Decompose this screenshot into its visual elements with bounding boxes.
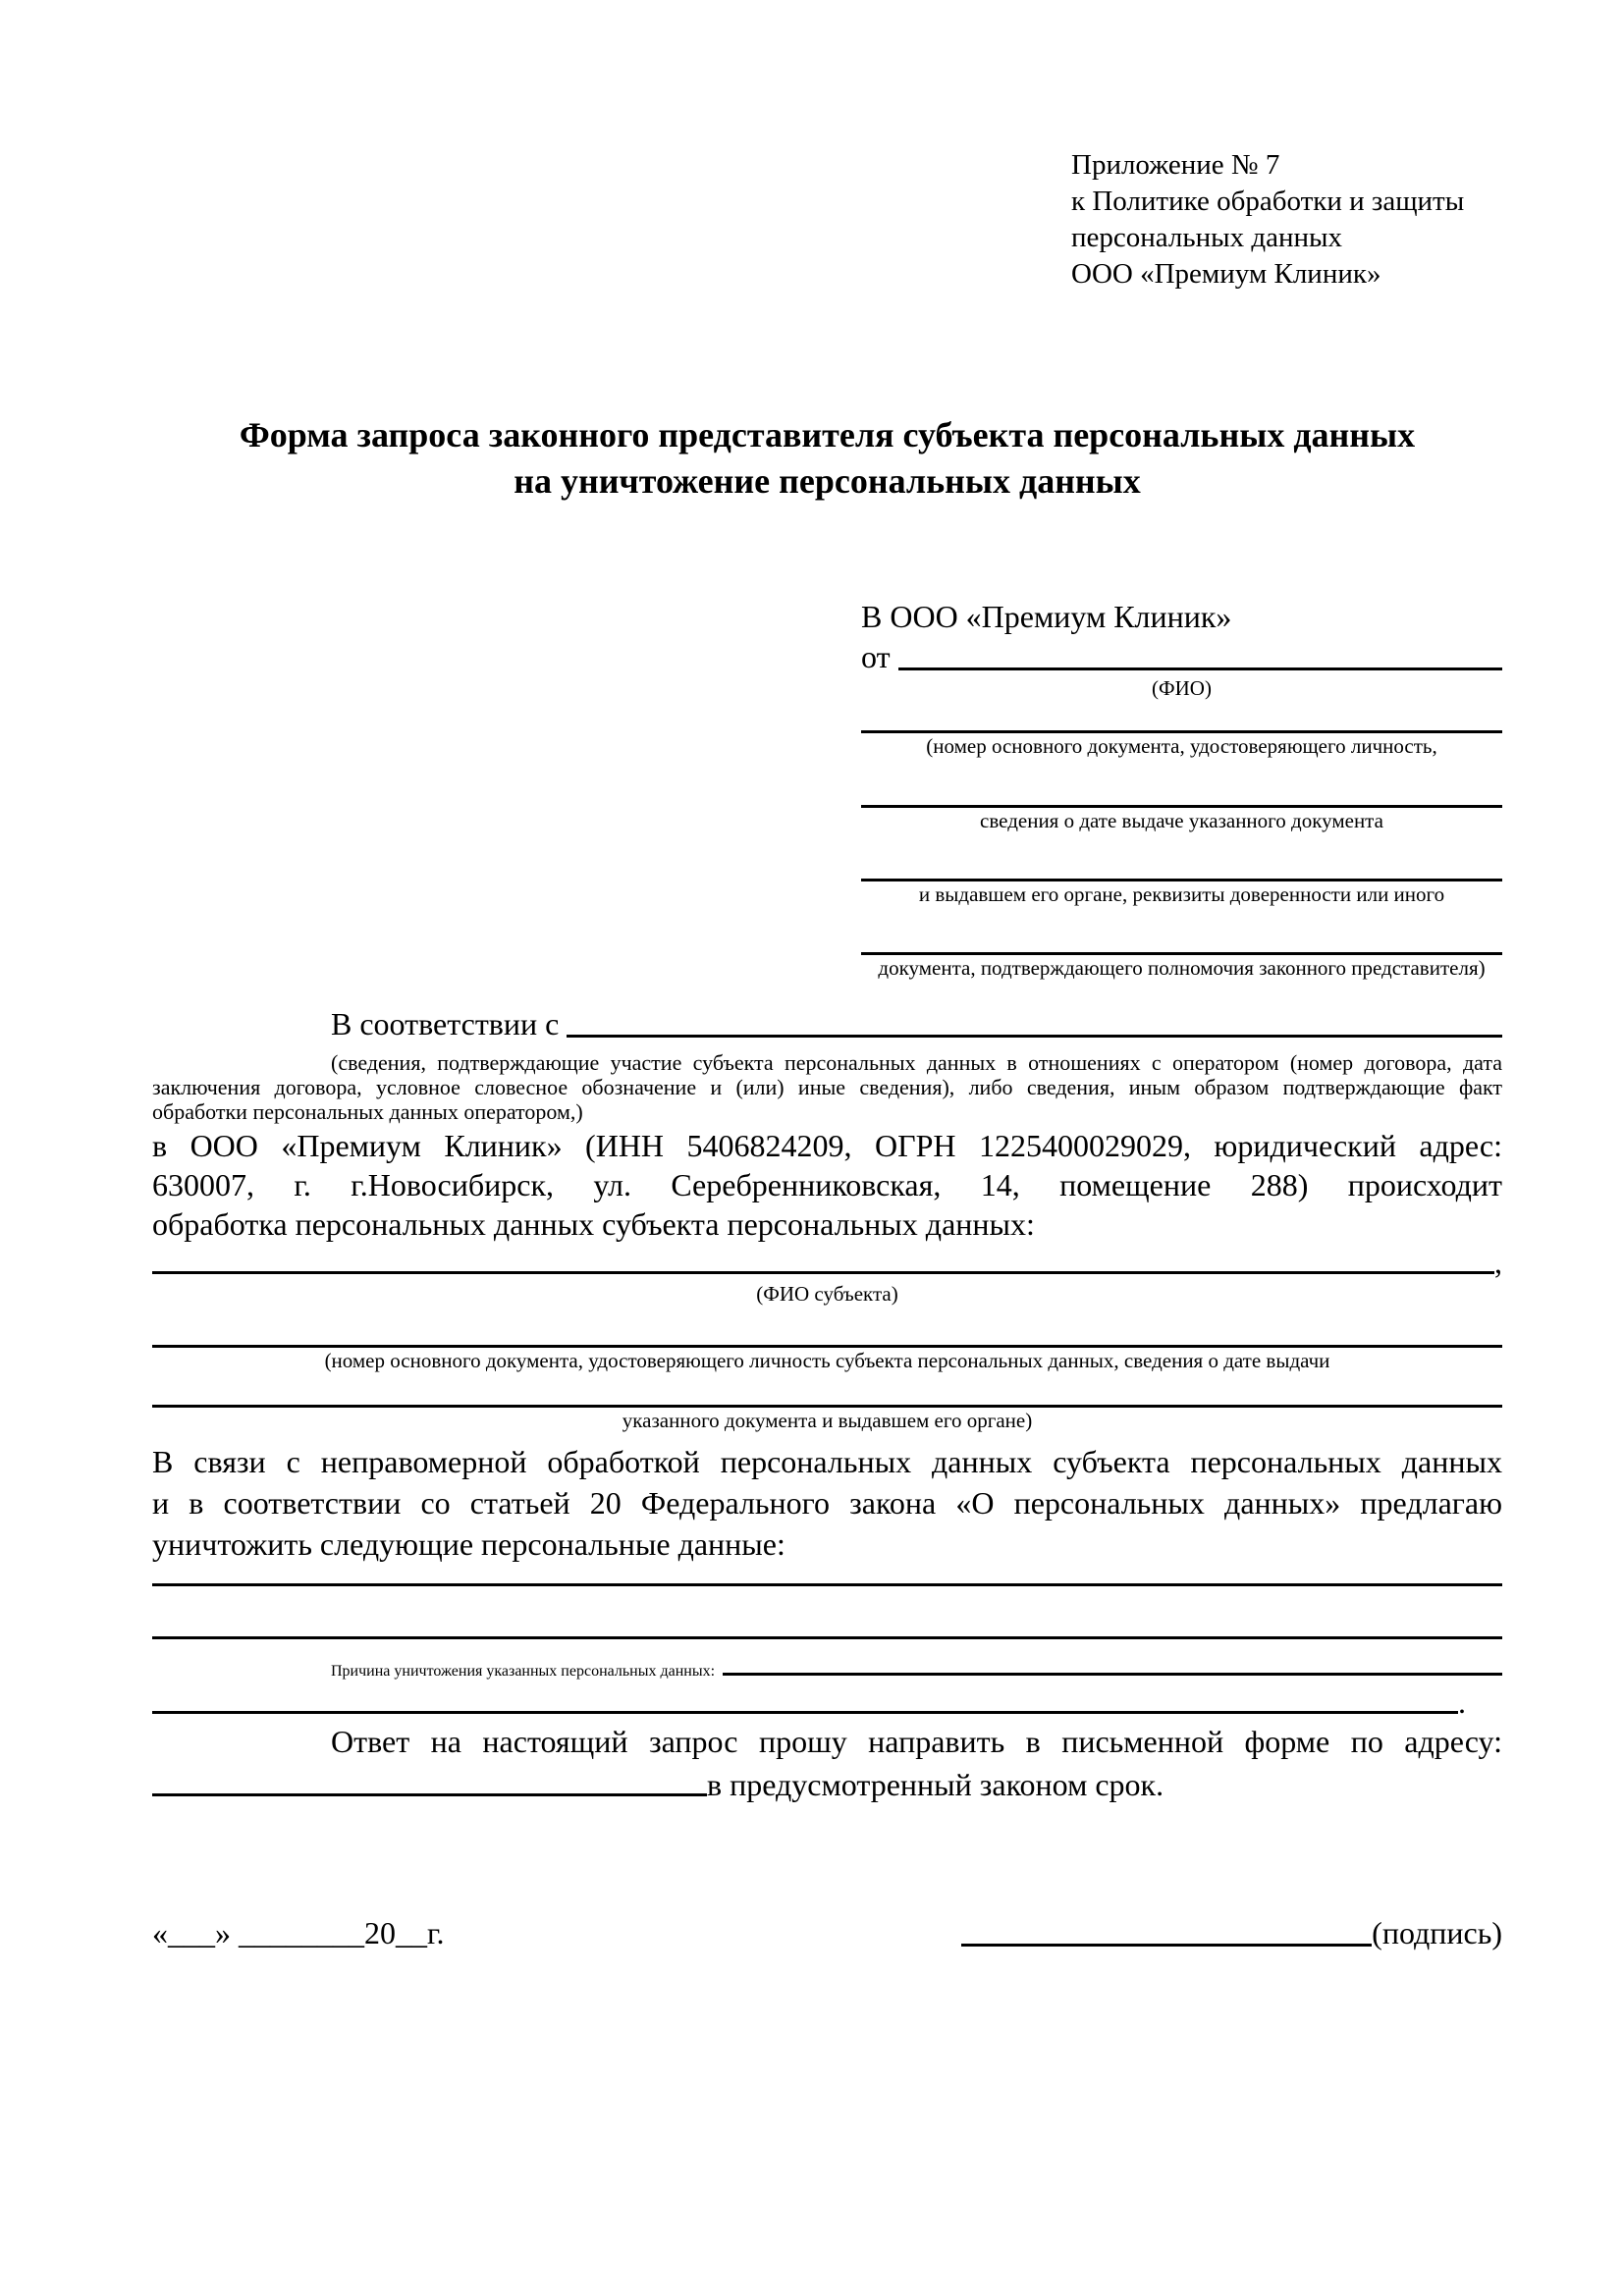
subject-doc-caption-2: указанного документа и выдавшем его органе)	[622, 1409, 1033, 1432]
representative-fio-field[interactable]	[898, 667, 1502, 670]
operator-line-2: 630007, г. г.Новосибирск, ул. Серебренниковская, 14, помещение 288) происходит	[152, 1167, 1502, 1202]
doc-caption-3: и выдавшем его органе, реквизиты доверенности или иного	[918, 882, 1445, 906]
doc-caption-2: сведения о дате выдаче указанного документа	[980, 809, 1383, 832]
reason-field-1[interactable]	[723, 1673, 1502, 1676]
from-label: от	[861, 639, 891, 674]
header-note-line-3: персональных данных	[1071, 222, 1343, 253]
response-address-row	[152, 1762, 1502, 1803]
subject-doc-row-1	[152, 1307, 1502, 1348]
note-line-2: заключения договора, условное словесное обозначение и (или) иные сведения), либо сведения, иным образом подтверждающие факт	[152, 1075, 1502, 1099]
subject-doc-caption-1: (номер основного документа, удостоверяющего личность субъекта персональных данных, сведения о дате выдачи	[324, 1349, 1330, 1372]
reason-period: .	[1458, 1684, 1466, 1720]
addressee-to: В ООО «Премиум Клиник»	[861, 599, 1232, 634]
header-note-line-4: ООО «Премиум Клиник»	[1071, 258, 1381, 290]
demand-line-2: и в соответствии со статьей 20 Федерального закона «О персональных данных» предлагаю	[152, 1485, 1502, 1521]
demand-line-3: уничтожить следующие персональные данные:	[152, 1526, 785, 1562]
doc-caption-4: документа, подтверждающего полномочия законного представителя)	[878, 956, 1486, 980]
operator-line-3: обработка персональных данных субъекта персональных данных:	[152, 1206, 1035, 1242]
header-note-line-1: Приложение № 7	[1071, 149, 1280, 181]
signature-field[interactable]	[961, 1944, 1372, 1947]
accordance-note	[152, 1050, 1502, 1124]
operator-paragraph	[152, 1126, 1502, 1244]
representative-doc-field-4[interactable]	[861, 907, 1502, 955]
accordance-basis-field[interactable]	[567, 1035, 1502, 1038]
signature-group	[961, 1912, 1502, 1953]
response-suffix: в предусмотренный законом срок.	[707, 1767, 1164, 1802]
demand-line-1: В связи с неправомерной обработкой персональных данных субъекта персональных данных	[152, 1444, 1502, 1479]
reason-row	[152, 1639, 1502, 1681]
demand-paragraph	[152, 1441, 1502, 1565]
representative-doc-field-2[interactable]	[861, 759, 1502, 808]
title-line-1: Форма запроса законного представителя субъекта персональных данных	[239, 415, 1416, 454]
doc-caption-1: (номер основного документа, удостоверяющего личность,	[926, 734, 1437, 758]
response-address-field[interactable]	[152, 1793, 707, 1796]
reason-continuation-row	[152, 1681, 1502, 1721]
fio-caption: (ФИО)	[1152, 676, 1212, 700]
subject-fio-caption: (ФИО субъекта)	[756, 1282, 898, 1306]
accordance-lead: В соответствии с	[331, 1006, 560, 1041]
subject-fio-field[interactable]	[152, 1271, 1494, 1274]
subject-fio-row	[152, 1244, 1502, 1281]
note-line-3: обработки персональных данных оператором,)	[152, 1099, 583, 1124]
representative-doc-field-3[interactable]	[861, 833, 1502, 881]
document-title	[152, 412, 1502, 505]
subject-doc-row-2	[152, 1373, 1502, 1408]
data-to-destroy-field-2[interactable]	[152, 1586, 1502, 1639]
date-field[interactable]: «___» ________20__г.	[152, 1915, 445, 1950]
signature-caption: (подпись)	[1372, 1915, 1502, 1950]
note-line-1: (сведения, подтверждающие участие субъекта персональных данных в отношениях с оператором (номер договора, дата	[331, 1050, 1502, 1075]
operator-line-1: в ООО «Премиум Клиник» (ИНН 5406824209, ОГРН 1225400029029, юридический адрес:	[152, 1128, 1502, 1163]
representative-doc-field-1[interactable]	[861, 701, 1502, 733]
data-to-destroy-field-1[interactable]	[152, 1565, 1502, 1586]
response-line-1: Ответ на настоящий запрос прошу направить в письменной форме по адресу:	[331, 1724, 1502, 1759]
addressee-block	[861, 597, 1502, 981]
reason-lead: Причина уничтожения указанных персональных данных:	[331, 1663, 716, 1680]
reason-field-2[interactable]	[152, 1711, 1458, 1714]
header-note-line-2: к Политике обработки и защиты	[1071, 186, 1465, 217]
title-line-2: на уничтожение персональных данных	[514, 461, 1141, 501]
subject-fio-comma: ,	[1494, 1245, 1502, 1280]
from-row	[861, 636, 1502, 675]
footer-row	[152, 1912, 1502, 1953]
accordance-row	[152, 998, 1502, 1042]
header-note	[1071, 147, 1502, 293]
